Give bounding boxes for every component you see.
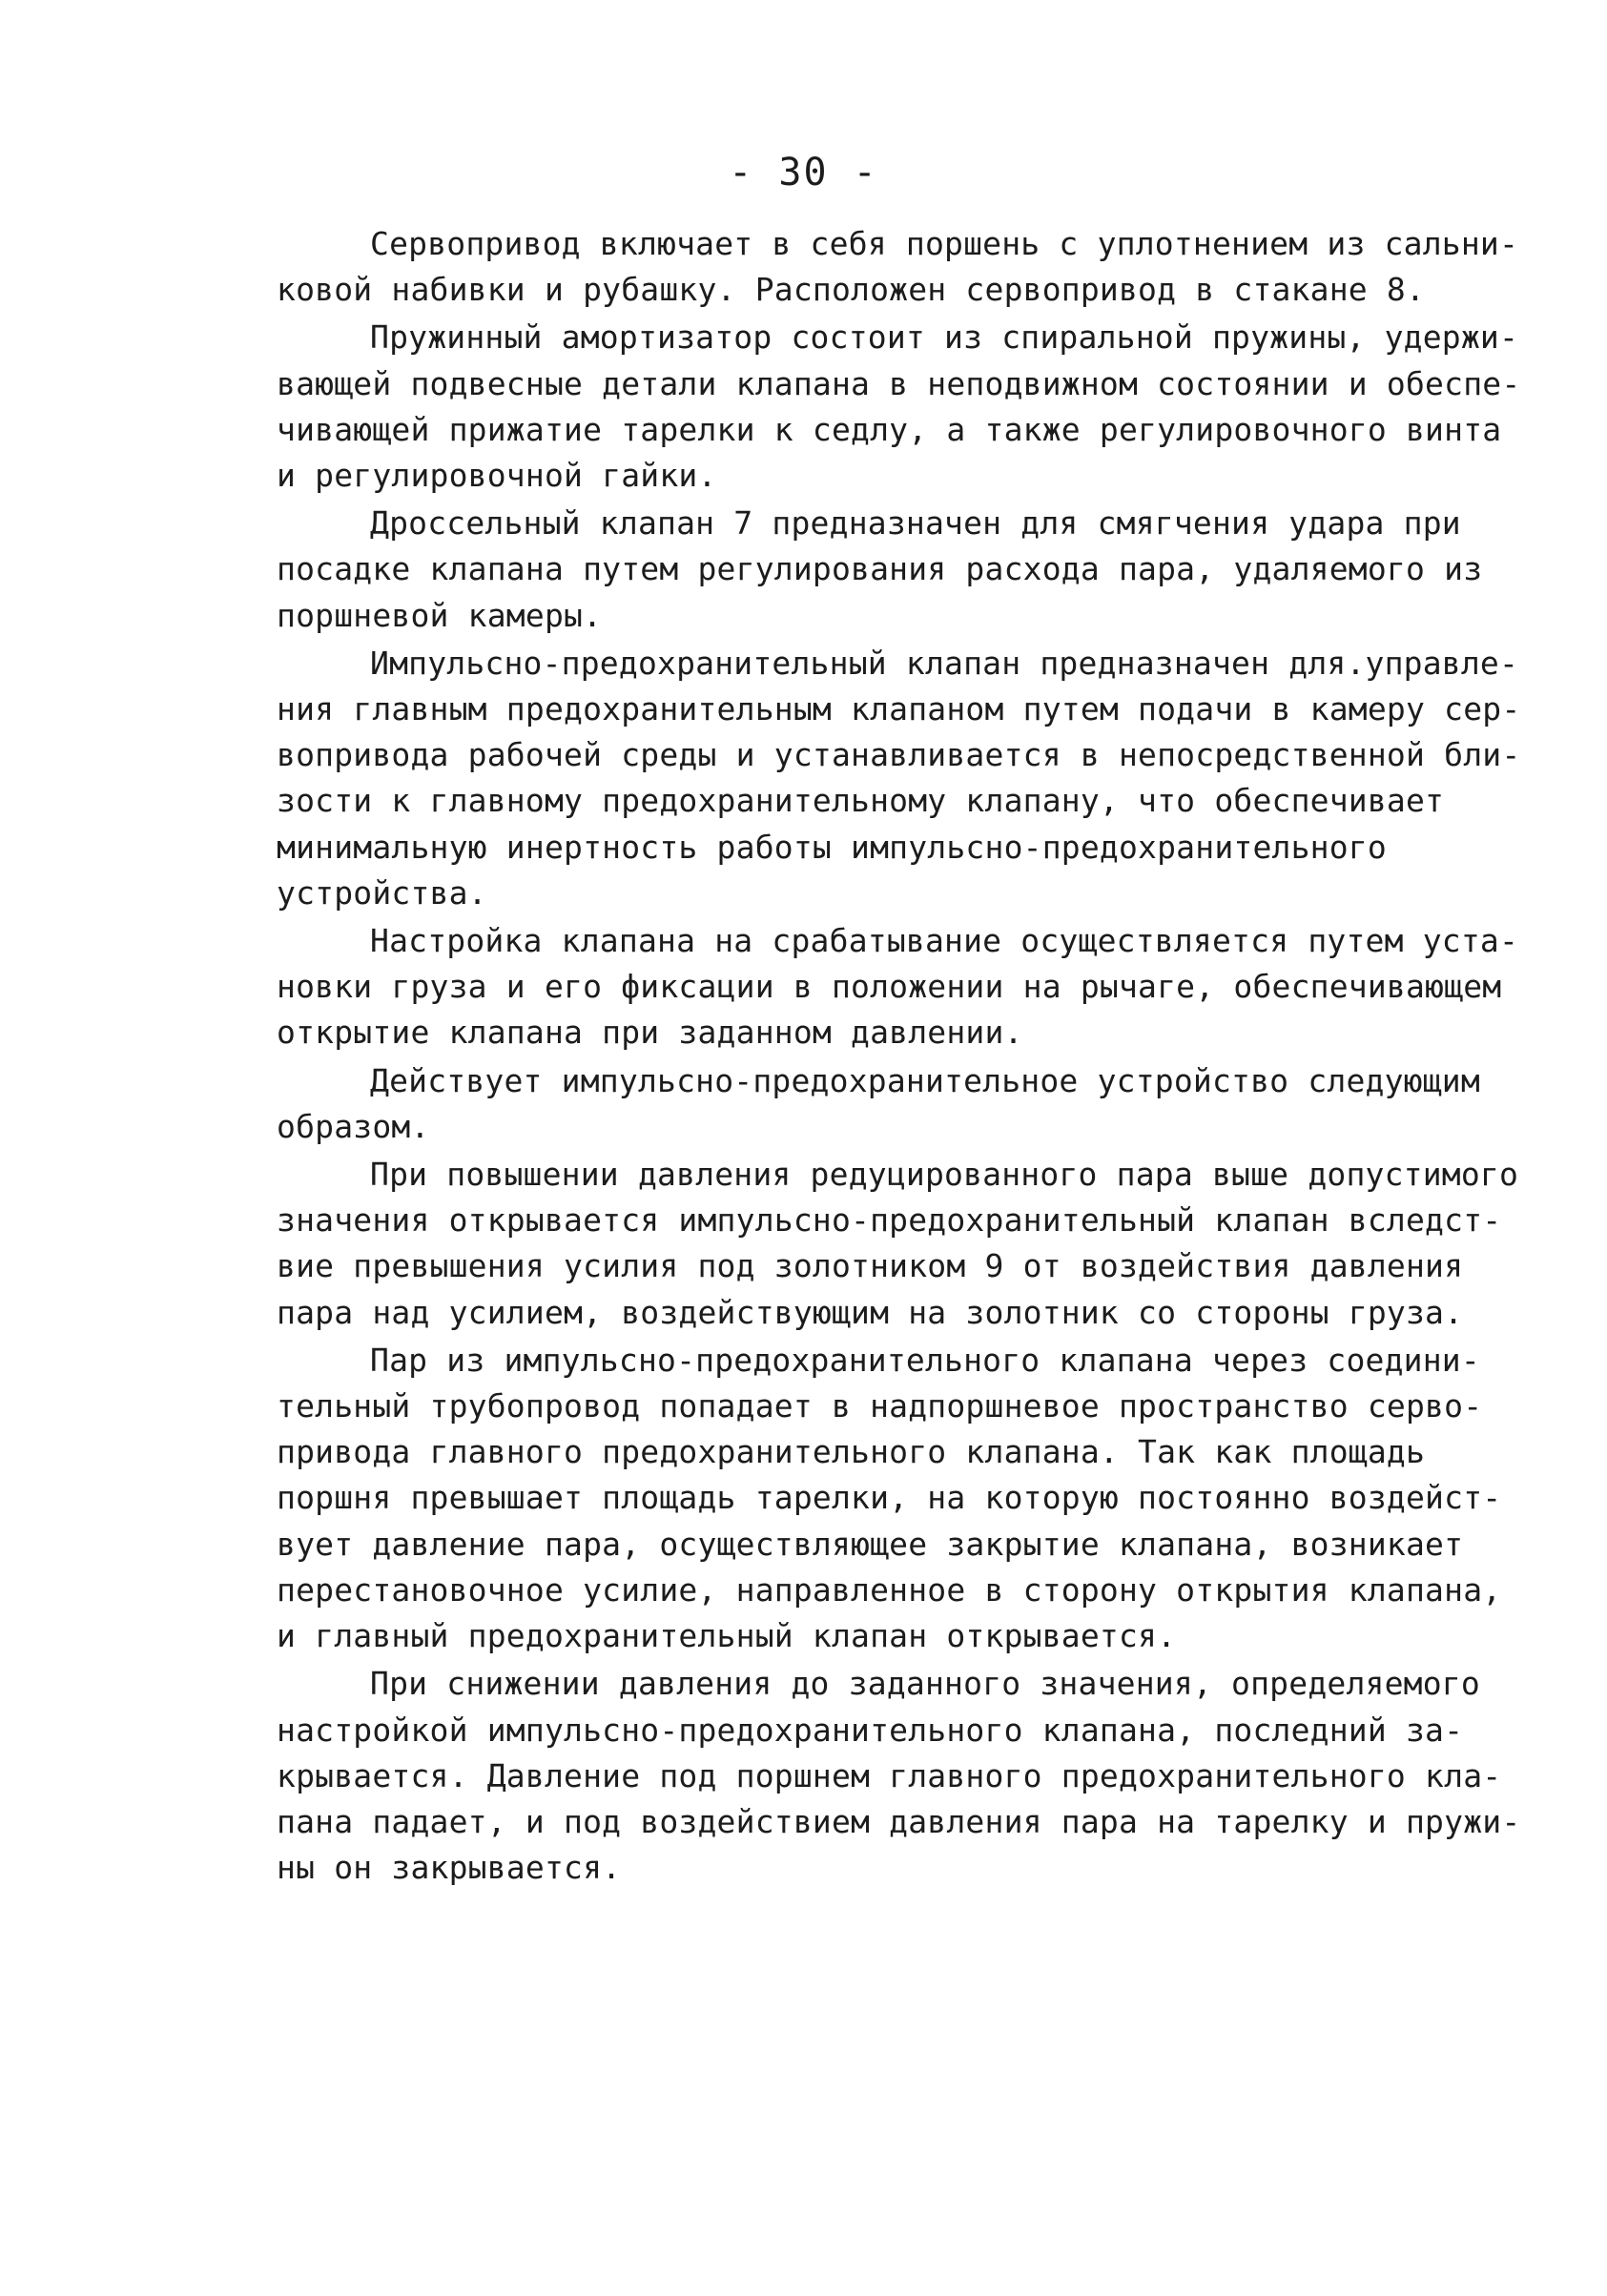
text-line: образом. xyxy=(277,1107,430,1145)
text-line: пана падает, и под воздействием давления пара на тарелку и пружи- xyxy=(277,1802,1521,1840)
text-line: привода главного предохранительного клапана. Так как площадь xyxy=(277,1433,1426,1471)
text-line: вающей подвесные детали клапана в неподвижном состоянии и обеспе- xyxy=(277,364,1521,402)
text-line: При повышении давления редуцированного пара выше допустимого xyxy=(370,1156,1519,1194)
text-line: Пружинный амортизатор состоит из спиральной пружины, удержи- xyxy=(370,318,1519,357)
text-line: посадке клапана путем регулирования расхода пара, удаляемого из xyxy=(277,550,1483,588)
text-line: и регулировочной гайки. xyxy=(277,457,717,495)
body-text xyxy=(277,221,1521,1893)
paragraph-servo-drive xyxy=(277,221,1519,313)
text-line: ны он закрывается. xyxy=(277,1849,622,1887)
text-line: Импульсно-предохранительный клапан предназначен для.управле- xyxy=(370,644,1519,682)
text-line: зости к главному предохранительному клапану, что обеспечивает xyxy=(277,782,1445,820)
text-line: перестановочное усилие, направленное в сторону открытия клапана, xyxy=(277,1570,1502,1609)
text-line: вопривода рабочей среды и устанавливается в непосредственной бли- xyxy=(277,736,1521,774)
text-line: ния главным предохранительным клапаном путем подачи в камеру сер- xyxy=(277,690,1521,728)
text-line: и главный предохранительный клапан открывается. xyxy=(277,1617,1177,1655)
text-line: ковой набивки и рубашку. Расположен сервопривод в стакане 8. xyxy=(277,271,1426,309)
paragraph-impulse-valve xyxy=(277,641,1521,916)
text-line: настройкой импульсно-предохранительного клапана, последний за- xyxy=(277,1711,1464,1749)
text-line: крывается. Давление под поршнем главного предохранительного кла- xyxy=(277,1756,1502,1794)
text-line: чивающей прижатие тарелки к седлу, а также регулировочного винта xyxy=(277,410,1502,448)
text-line: Настройка клапана на срабатывание осуществляется путем уста- xyxy=(370,922,1519,960)
page-number: - 30 - xyxy=(729,151,878,195)
text-line: вует давление пара, осуществляющее закрытие клапана, возникает xyxy=(277,1525,1464,1563)
text-line: вие превышения усилия под золотником 9 от воздействия давления xyxy=(277,1247,1464,1285)
paragraph-throttle-valve xyxy=(277,501,1507,639)
text-line: Действует импульсно-предохранительное устройство следующим xyxy=(370,1061,1480,1099)
text-line: устройства. xyxy=(277,873,487,912)
text-line: Дроссельный клапан 7 предназначен для смягчения удара при xyxy=(370,504,1461,543)
paragraph-steam-flow xyxy=(277,1338,1507,1659)
paragraph-operation-intro xyxy=(277,1058,1507,1150)
text-line: поршня превышает площадь тарелки, на которую постоянно воздейст- xyxy=(277,1479,1502,1517)
paragraph-pressure-increase xyxy=(277,1152,1519,1336)
text-line: Пар из импульсно-предохранительного клапана через соедини- xyxy=(370,1341,1480,1379)
text-line: открытие клапана при заданном давлении. xyxy=(277,1014,1023,1052)
text-line: При снижении давления до заданного значения, определяемого xyxy=(370,1665,1480,1703)
text-line: пара над усилием, воздействующим на золотник со стороны груза. xyxy=(277,1293,1464,1331)
text-line: минимальную инертность работы импульсно-предохранительного xyxy=(277,828,1387,866)
paragraph-pressure-decrease xyxy=(277,1661,1521,1891)
paragraph-valve-setting xyxy=(277,918,1519,1056)
paragraph-spring-damper xyxy=(277,315,1521,499)
text-line: значения открывается импульсно-предохранительный клапан вследст- xyxy=(277,1201,1502,1240)
text-line: Сервопривод включает в себя поршень с уплотнением из сальни- xyxy=(370,225,1519,262)
text-line: поршневой камеры. xyxy=(277,596,603,634)
text-line: новки груза и его фиксации в положении на рычаге, обеспечивающем xyxy=(277,968,1502,1006)
text-line: тельный трубопровод попадает в надпоршневое пространство серво- xyxy=(277,1387,1483,1425)
